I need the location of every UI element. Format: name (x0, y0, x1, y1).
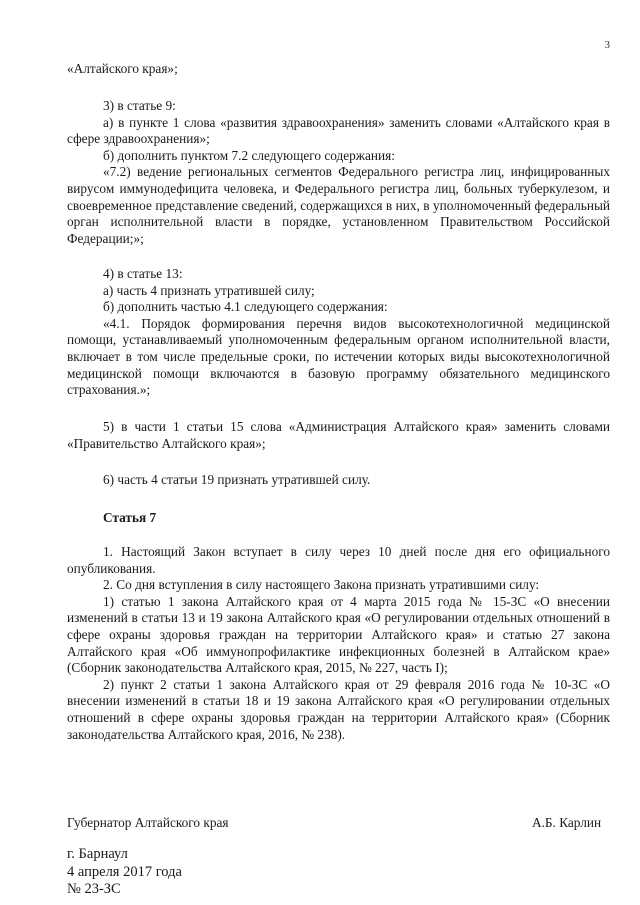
signature-title: Губернатор Алтайского края (67, 815, 229, 830)
item-4-heading: 4) в статье 13: (103, 266, 183, 281)
top-line: «Алтайского края»; (67, 61, 178, 76)
item-4-a: а) часть 4 признать утратившей силу; (103, 282, 315, 298)
item-3-heading: 3) в статье 9: (103, 98, 176, 113)
item-4-block (67, 266, 610, 399)
item-6-block (67, 472, 610, 489)
place-date-block (67, 846, 182, 899)
item-3-quote: «7.2) ведение региональных сегментов Федерального регистра лиц, инфицированных вирусом иммунодефицита человека, и Федерального регистра лиц, больных туберкулезом, и своевременное представление сведений, содержащихся в них, в уполномоченный федеральный орган исполнительной власти в порядке, установленном Правительством Российской Федерации;»; (67, 164, 610, 246)
item-5-block (67, 419, 610, 452)
item-3-b: б) дополнить пунктом 7.2 следующего содержания: (103, 147, 395, 163)
item-5: 5) в части 1 статьи 15 слова «Администрация Алтайского края» заменить словами «Правительство Алтайского края»; (67, 419, 610, 451)
date: 4 апреля 2017 года (67, 863, 182, 880)
article-7-p1: 1. Настоящий Закон вступает в силу через 10 дней после дня его официального опубликования. (67, 544, 610, 576)
item-4-quote: «4.1. Порядок формирования перечня видов высокотехнологичной медицинской помощи, устанавливаемый уполномоченным федеральным органом исполнительной власти, включает в том числе предельные сроки, по истечении которых виды высокотехнологичной медицинской помощи включаются в базовую программу обязательного медицинского страхования.»; (67, 315, 610, 398)
law-number: № 23-ЗС (67, 881, 121, 897)
article-7-p4: 2) пункт 2 статьи 1 закона Алтайского края от 29 февраля 2016 года № 10-ЗС «О внесении изменений в статьи 18 и 19 закона Алтайского края «О регулировании отдельных отношений в сфере охраны здоровья граждан на территории Алтайского края» (Сборник законодательства Алтайского края, 2016, № 238). (67, 676, 610, 742)
article-7-body (67, 544, 610, 743)
page-number: 3 (604, 39, 610, 51)
item-6: 6) часть 4 статьи 19 признать утратившей силу. (103, 472, 371, 487)
item-3-a: а) в пункте 1 слова «развития здравоохранения» заменить словами «Алтайского края в сфере здравоохранения»; (67, 114, 610, 147)
article-7-p2: 2. Со дня вступления в силу настоящего Закона признать утратившими силу: (103, 577, 540, 593)
article-7-p3: 1) статью 1 закона Алтайского края от 4 марта 2015 года № 15-ЗС «О внесении изменений в статьи 13 и 19 закона Алтайского края «О регулировании отдельных отношений в сфере охраны здоровья граждан на территории Алтайского края» и статью 27 закона Алтайского края «Об иммунопрофилактике инфекционных болезней в Алтайском крае» (Сборник законодательства Алтайского края, 2015, № 227, часть I); (67, 593, 610, 676)
city: г. Барнаул (67, 846, 128, 862)
signature-name: А.Б. Карлин (532, 815, 602, 830)
top-line-block (67, 61, 610, 78)
item-4-b: б) дополнить частью 4.1 следующего содержания: (103, 299, 388, 315)
item-3-block (67, 98, 610, 247)
article-7-heading: Статья 7 (103, 510, 157, 525)
